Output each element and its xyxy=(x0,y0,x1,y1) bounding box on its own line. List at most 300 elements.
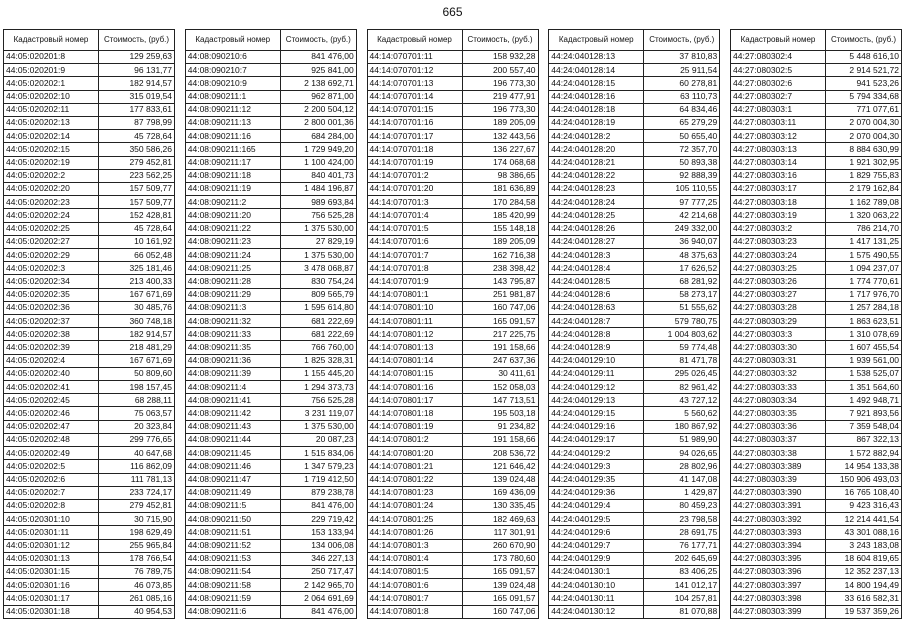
cadastral-number-cell: 44:24:040129:11 xyxy=(549,367,644,380)
table-row xyxy=(185,565,356,578)
table-row xyxy=(4,90,175,103)
cadastral-number-cell: 44:14:070801:4 xyxy=(367,552,462,565)
cost-cell: 1 100 424,00 xyxy=(280,156,356,169)
cadastral-number-cell: 44:27:080303:14 xyxy=(731,156,826,169)
cadastral-number-cell: 44:24:040129:4 xyxy=(549,499,644,512)
cadastral-number-cell: 44:27:080303:16 xyxy=(731,169,826,182)
cadastral-number-cell: 44:14:070701:17 xyxy=(367,130,462,143)
cadastral-number-cell: 44:08:090211:2 xyxy=(185,196,280,209)
cadastral-number-cell: 44:24:040128:25 xyxy=(549,209,644,222)
table-row xyxy=(731,381,902,394)
cadastral-number-cell: 44:27:080303:18 xyxy=(731,196,826,209)
cost-cell: 12 214 441,54 xyxy=(826,513,902,526)
cost-cell: 167 671,69 xyxy=(99,354,175,367)
cadastral-number-cell: 44:14:070701:3 xyxy=(367,196,462,209)
cadastral-number-cell: 44:24:040128:22 xyxy=(549,169,644,182)
cadastral-number-cell: 44:08:090211:43 xyxy=(185,420,280,433)
cost-cell: 766 760,00 xyxy=(280,341,356,354)
cost-cell: 251 981,87 xyxy=(462,288,538,301)
cost-cell: 189 205,09 xyxy=(462,117,538,130)
cadastral-number-cell: 44:14:070801:3 xyxy=(367,539,462,552)
table-row xyxy=(731,513,902,526)
cadastral-number-cell: 44:05:020202:36 xyxy=(4,301,99,314)
table-row xyxy=(367,513,538,526)
table-row xyxy=(4,222,175,235)
table-row xyxy=(367,605,538,618)
cadastral-number-cell: 44:08:090211:33 xyxy=(185,328,280,341)
cost-cell: 2 179 162,84 xyxy=(826,183,902,196)
table-row xyxy=(4,209,175,222)
cost-cell: 58 273,17 xyxy=(644,288,720,301)
table-row xyxy=(367,235,538,248)
cadastral-number-cell: 44:24:040128:9 xyxy=(549,341,644,354)
table-row xyxy=(367,328,538,341)
cost-cell: 579 780,75 xyxy=(644,315,720,328)
cost-cell: 196 773,30 xyxy=(462,77,538,90)
table-row xyxy=(4,341,175,354)
cadastral-number-cell: 44:24:040128:21 xyxy=(549,156,644,169)
table-row xyxy=(185,341,356,354)
cadastral-number-cell: 44:05:020202:3 xyxy=(4,262,99,275)
table-body xyxy=(185,51,356,619)
cost-cell: 261 085,16 xyxy=(99,592,175,605)
cost-cell: 136 227,67 xyxy=(462,143,538,156)
table-row xyxy=(4,447,175,460)
cadastral-number-cell: 44:27:080303:390 xyxy=(731,486,826,499)
table-row xyxy=(549,143,720,156)
cost-cell: 96 131,77 xyxy=(99,64,175,77)
cadastral-number-cell: 44:27:080303:34 xyxy=(731,394,826,407)
cost-cell: 46 073,85 xyxy=(99,579,175,592)
cadastral-number-cell: 44:27:080303:17 xyxy=(731,183,826,196)
cadastral-number-cell: 44:08:090211:32 xyxy=(185,315,280,328)
table-row xyxy=(367,288,538,301)
cost-cell: 279 452,81 xyxy=(99,499,175,512)
cost-cell: 129 259,63 xyxy=(99,51,175,64)
cadastral-number-cell: 44:08:090211:53 xyxy=(185,552,280,565)
cost-cell: 3 231 119,07 xyxy=(280,407,356,420)
table-row xyxy=(185,130,356,143)
table-row xyxy=(731,209,902,222)
cost-cell: 27 829,19 xyxy=(280,235,356,248)
cost-cell: 809 565,79 xyxy=(280,288,356,301)
cost-cell: 756 525,28 xyxy=(280,394,356,407)
table-row xyxy=(549,315,720,328)
table-row xyxy=(367,526,538,539)
cost-cell: 147 713,51 xyxy=(462,394,538,407)
cost-cell: 867 322,13 xyxy=(826,433,902,446)
cost-cell: 18 604 819,65 xyxy=(826,552,902,565)
cost-cell: 43 727,12 xyxy=(644,394,720,407)
cost-cell: 20 323,84 xyxy=(99,420,175,433)
table-row xyxy=(731,499,902,512)
cost-cell: 941 523,26 xyxy=(826,77,902,90)
table-row xyxy=(549,407,720,420)
cadastral-number-cell: 44:08:090211:16 xyxy=(185,130,280,143)
table-row xyxy=(367,394,538,407)
table-row xyxy=(367,592,538,605)
cadastral-number-cell: 44:24:040129:12 xyxy=(549,381,644,394)
cost-cell: 33 616 582,31 xyxy=(826,592,902,605)
cost-cell: 65 279,29 xyxy=(644,117,720,130)
table-row xyxy=(549,381,720,394)
cadastral-number-cell: 44:08:090210:9 xyxy=(185,77,280,90)
cadastral-number-cell: 44:27:080303:31 xyxy=(731,354,826,367)
cost-cell: 1 162 789,08 xyxy=(826,196,902,209)
table-row xyxy=(4,103,175,116)
table-row xyxy=(731,354,902,367)
cadastral-number-cell: 44:24:040129:6 xyxy=(549,526,644,539)
cost-cell: 40 647,68 xyxy=(99,447,175,460)
table-row xyxy=(185,499,356,512)
cadastral-number-cell: 44:24:040129:10 xyxy=(549,354,644,367)
cadastral-number-cell: 44:24:040128:8 xyxy=(549,328,644,341)
table-row xyxy=(367,156,538,169)
cadastral-number-cell: 44:05:020202:49 xyxy=(4,447,99,460)
cost-cell: 64 834,46 xyxy=(644,103,720,116)
tables-container xyxy=(3,29,902,619)
table-row xyxy=(4,315,175,328)
cost-cell: 295 026,45 xyxy=(644,367,720,380)
cost-cell: 23 798,58 xyxy=(644,513,720,526)
table-row xyxy=(185,473,356,486)
cost-cell: 255 965,84 xyxy=(99,539,175,552)
cadastral-number-cell: 44:14:070701:9 xyxy=(367,275,462,288)
table-row xyxy=(185,526,356,539)
cost-cell: 72 357,70 xyxy=(644,143,720,156)
cost-cell: 92 888,39 xyxy=(644,169,720,182)
table-row xyxy=(4,407,175,420)
cost-cell: 81 070,88 xyxy=(644,605,720,618)
table-row xyxy=(185,64,356,77)
cadastral-number-cell: 44:14:070701:4 xyxy=(367,209,462,222)
table-row xyxy=(4,64,175,77)
table-row xyxy=(549,275,720,288)
table-body xyxy=(549,51,720,619)
header-cadastral-number: Кадастровый номер xyxy=(4,30,99,51)
table-row xyxy=(4,579,175,592)
cost-cell: 94 026,65 xyxy=(644,447,720,460)
table-row xyxy=(4,513,175,526)
cadastral-number-cell: 44:14:070701:12 xyxy=(367,64,462,77)
cadastral-number-cell: 44:05:020301:18 xyxy=(4,605,99,618)
cadastral-number-cell: 44:24:040129:35 xyxy=(549,473,644,486)
table-row xyxy=(4,77,175,90)
table-row xyxy=(367,354,538,367)
table-body xyxy=(731,51,902,619)
cost-cell: 1 257 284,18 xyxy=(826,301,902,314)
cadastral-number-cell: 44:27:080302:7 xyxy=(731,90,826,103)
cadastral-number-cell: 44:14:070801:18 xyxy=(367,407,462,420)
cost-cell: 45 728,64 xyxy=(99,222,175,235)
cost-cell: 117 301,91 xyxy=(462,526,538,539)
cadastral-number-cell: 44:24:040129:15 xyxy=(549,407,644,420)
cost-cell: 202 645,69 xyxy=(644,552,720,565)
table-row xyxy=(549,328,720,341)
cadastral-number-cell: 44:24:040128:7 xyxy=(549,315,644,328)
table-row xyxy=(367,367,538,380)
table-row xyxy=(185,460,356,473)
table-row xyxy=(731,394,902,407)
cadastral-number-cell: 44:24:040128:5 xyxy=(549,275,644,288)
table-row xyxy=(367,51,538,64)
cadastral-number-cell: 44:08:090211:165 xyxy=(185,143,280,156)
cost-cell: 152 428,81 xyxy=(99,209,175,222)
table-row xyxy=(367,64,538,77)
cadastral-number-cell: 44:14:070801:14 xyxy=(367,354,462,367)
table-row xyxy=(4,156,175,169)
cost-cell: 76 177,71 xyxy=(644,539,720,552)
table-row xyxy=(549,183,720,196)
cadastral-number-cell: 44:14:070801:16 xyxy=(367,381,462,394)
cost-cell: 141 012,17 xyxy=(644,579,720,592)
table-row xyxy=(731,328,902,341)
cadastral-number-cell: 44:08:090211:25 xyxy=(185,262,280,275)
cost-cell: 989 693,84 xyxy=(280,196,356,209)
cost-cell: 181 636,89 xyxy=(462,183,538,196)
table-row xyxy=(367,460,538,473)
cost-cell: 325 181,46 xyxy=(99,262,175,275)
table-row xyxy=(367,196,538,209)
header-cost: Стоимость, (руб.) xyxy=(826,30,902,51)
cost-cell: 771 077,61 xyxy=(826,103,902,116)
cadastral-number-cell: 44:27:080303:398 xyxy=(731,592,826,605)
cost-cell: 1 515 834,06 xyxy=(280,447,356,460)
table-row xyxy=(4,301,175,314)
cost-cell: 17 626,52 xyxy=(644,262,720,275)
cadastral-number-cell: 44:14:070801:5 xyxy=(367,565,462,578)
cost-cell: 1 939 561,00 xyxy=(826,354,902,367)
table-row xyxy=(367,565,538,578)
table-row xyxy=(731,367,902,380)
cost-cell: 185 420,99 xyxy=(462,209,538,222)
cadastral-number-cell: 44:24:040128:18 xyxy=(549,103,644,116)
table-row xyxy=(549,196,720,209)
cadastral-number-cell: 44:05:020202:24 xyxy=(4,209,99,222)
table-row xyxy=(185,394,356,407)
cost-cell: 191 158,66 xyxy=(462,341,538,354)
cost-cell: 7 921 893,56 xyxy=(826,407,902,420)
cost-cell: 134 006,08 xyxy=(280,539,356,552)
cadastral-number-cell: 44:27:080303:391 xyxy=(731,499,826,512)
cost-cell: 130 335,45 xyxy=(462,499,538,512)
cost-cell: 182 914,57 xyxy=(99,328,175,341)
cadastral-number-cell: 44:08:090211:28 xyxy=(185,275,280,288)
cost-cell: 879 238,78 xyxy=(280,486,356,499)
table-row xyxy=(185,77,356,90)
cadastral-number-cell: 44:05:020202:25 xyxy=(4,222,99,235)
cadastral-number-cell: 44:05:020202:14 xyxy=(4,130,99,143)
table-row xyxy=(731,341,902,354)
cadastral-number-cell: 44:24:040128:63 xyxy=(549,301,644,314)
cost-cell: 1 094 237,07 xyxy=(826,262,902,275)
cadastral-number-cell: 44:27:080303:37 xyxy=(731,433,826,446)
table-row xyxy=(4,328,175,341)
cadastral-number-cell: 44:27:080303:13 xyxy=(731,143,826,156)
cost-cell: 233 724,17 xyxy=(99,486,175,499)
table-row xyxy=(367,433,538,446)
cost-table-4 xyxy=(548,29,720,619)
cost-cell: 2 070 004,30 xyxy=(826,130,902,143)
cost-cell: 213 400,33 xyxy=(99,275,175,288)
cost-cell: 50 893,38 xyxy=(644,156,720,169)
cadastral-number-cell: 44:14:070701:2 xyxy=(367,169,462,182)
table-row xyxy=(549,460,720,473)
table-row xyxy=(4,565,175,578)
header-cadastral-number: Кадастровый номер xyxy=(549,30,644,51)
cost-cell: 1 863 623,51 xyxy=(826,315,902,328)
table-row xyxy=(4,354,175,367)
cost-cell: 3 243 183,08 xyxy=(826,539,902,552)
cadastral-number-cell: 44:08:090211:20 xyxy=(185,209,280,222)
cost-cell: 81 471,78 xyxy=(644,354,720,367)
cost-cell: 1 155 445,20 xyxy=(280,367,356,380)
cost-cell: 238 398,42 xyxy=(462,262,538,275)
table-body xyxy=(4,51,175,619)
cadastral-number-cell: 44:05:020201:9 xyxy=(4,64,99,77)
cadastral-number-cell: 44:08:090211:44 xyxy=(185,433,280,446)
cost-cell: 191 158,66 xyxy=(462,433,538,446)
table-row xyxy=(367,341,538,354)
cost-cell: 1 375 530,00 xyxy=(280,249,356,262)
cadastral-number-cell: 44:08:090211:5 xyxy=(185,499,280,512)
table-row xyxy=(549,262,720,275)
cadastral-number-cell: 44:05:020202:39 xyxy=(4,341,99,354)
cost-cell: 153 133,94 xyxy=(280,526,356,539)
cost-cell: 198 629,49 xyxy=(99,526,175,539)
cost-cell: 841 476,00 xyxy=(280,499,356,512)
cost-cell: 1 310 078,69 xyxy=(826,328,902,341)
cadastral-number-cell: 44:24:040130:12 xyxy=(549,605,644,618)
cost-cell: 1 829 755,83 xyxy=(826,169,902,182)
table-row xyxy=(4,196,175,209)
cadastral-number-cell: 44:27:080303:36 xyxy=(731,420,826,433)
cadastral-number-cell: 44:14:070701:19 xyxy=(367,156,462,169)
cost-cell: 2 138 692,71 xyxy=(280,77,356,90)
table-row xyxy=(4,605,175,618)
table-row xyxy=(367,407,538,420)
table-row xyxy=(367,90,538,103)
cost-cell: 249 332,00 xyxy=(644,222,720,235)
cost-cell: 165 091,57 xyxy=(462,315,538,328)
cadastral-number-cell: 44:27:080303:396 xyxy=(731,565,826,578)
table-row xyxy=(185,222,356,235)
table-row xyxy=(367,209,538,222)
table-row xyxy=(731,433,902,446)
cost-cell: 182 469,63 xyxy=(462,513,538,526)
table-row xyxy=(4,275,175,288)
cadastral-number-cell: 44:27:080303:1 xyxy=(731,103,826,116)
cost-cell: 91 234,82 xyxy=(462,420,538,433)
table-row xyxy=(549,367,720,380)
table-row xyxy=(731,249,902,262)
table-row xyxy=(731,262,902,275)
table-row xyxy=(185,196,356,209)
table-row xyxy=(731,579,902,592)
table-row xyxy=(549,394,720,407)
cadastral-number-cell: 44:24:040128:20 xyxy=(549,143,644,156)
table-row xyxy=(731,143,902,156)
cadastral-number-cell: 44:24:040128:13 xyxy=(549,51,644,64)
cost-cell: 139 024,48 xyxy=(462,473,538,486)
table-row xyxy=(4,499,175,512)
table-row xyxy=(731,183,902,196)
cost-cell: 7 359 548,04 xyxy=(826,420,902,433)
cadastral-number-cell: 44:24:040130:10 xyxy=(549,579,644,592)
table-row xyxy=(549,117,720,130)
cost-cell: 87 798,99 xyxy=(99,117,175,130)
cost-cell: 178 766,54 xyxy=(99,552,175,565)
table-row xyxy=(549,486,720,499)
table-row xyxy=(731,130,902,143)
cost-cell: 170 284,58 xyxy=(462,196,538,209)
cadastral-number-cell: 44:14:070801:19 xyxy=(367,420,462,433)
cadastral-number-cell: 44:24:040128:15 xyxy=(549,77,644,90)
cost-cell: 82 961,42 xyxy=(644,381,720,394)
table-row xyxy=(185,51,356,64)
table-row xyxy=(731,420,902,433)
cost-cell: 681 222,69 xyxy=(280,328,356,341)
cadastral-number-cell: 44:05:020301:15 xyxy=(4,565,99,578)
cadastral-number-cell: 44:14:070701:14 xyxy=(367,90,462,103)
cadastral-number-cell: 44:24:040129:9 xyxy=(549,552,644,565)
table-row xyxy=(185,249,356,262)
cost-cell: 223 562,25 xyxy=(99,169,175,182)
table-row xyxy=(367,579,538,592)
cost-cell: 48 375,63 xyxy=(644,249,720,262)
cadastral-number-cell: 44:05:020202:20 xyxy=(4,183,99,196)
cadastral-number-cell: 44:08:090211:18 xyxy=(185,169,280,182)
cadastral-number-cell: 44:27:080303:389 xyxy=(731,460,826,473)
header-cadastral-number: Кадастровый номер xyxy=(731,30,826,51)
cadastral-number-cell: 44:24:040128:27 xyxy=(549,235,644,248)
cadastral-number-cell: 44:27:080303:25 xyxy=(731,262,826,275)
cadastral-number-cell: 44:24:040128:2 xyxy=(549,130,644,143)
cost-cell: 2 142 965,70 xyxy=(280,579,356,592)
cost-cell: 50 809,60 xyxy=(99,367,175,380)
table-row xyxy=(4,552,175,565)
cadastral-number-cell: 44:05:020202:23 xyxy=(4,196,99,209)
cost-cell: 160 747,06 xyxy=(462,605,538,618)
table-row xyxy=(549,156,720,169)
cadastral-number-cell: 44:24:040128:26 xyxy=(549,222,644,235)
cost-cell: 180 867,92 xyxy=(644,420,720,433)
cost-cell: 2 800 001,36 xyxy=(280,117,356,130)
table-row xyxy=(185,103,356,116)
cadastral-number-cell: 44:14:070801:10 xyxy=(367,301,462,314)
cadastral-number-cell: 44:14:070701:11 xyxy=(367,51,462,64)
table-row xyxy=(731,301,902,314)
cadastral-number-cell: 44:05:020301:17 xyxy=(4,592,99,605)
table-row xyxy=(549,579,720,592)
cadastral-number-cell: 44:24:040129:13 xyxy=(549,394,644,407)
table-row xyxy=(4,367,175,380)
table-row xyxy=(185,433,356,446)
cost-cell: 14 954 133,38 xyxy=(826,460,902,473)
table-row xyxy=(549,249,720,262)
cost-cell: 1 351 564,60 xyxy=(826,381,902,394)
table-row xyxy=(367,473,538,486)
cadastral-number-cell: 44:08:090211:24 xyxy=(185,249,280,262)
cadastral-number-cell: 44:14:070701:15 xyxy=(367,103,462,116)
table-row xyxy=(731,169,902,182)
cost-cell: 1 294 373,73 xyxy=(280,381,356,394)
cadastral-number-cell: 44:27:080303:32 xyxy=(731,367,826,380)
cadastral-number-cell: 44:14:070801:1 xyxy=(367,288,462,301)
table-row xyxy=(731,77,902,90)
cost-cell: 9 423 316,43 xyxy=(826,499,902,512)
cost-cell: 1 607 455,54 xyxy=(826,341,902,354)
